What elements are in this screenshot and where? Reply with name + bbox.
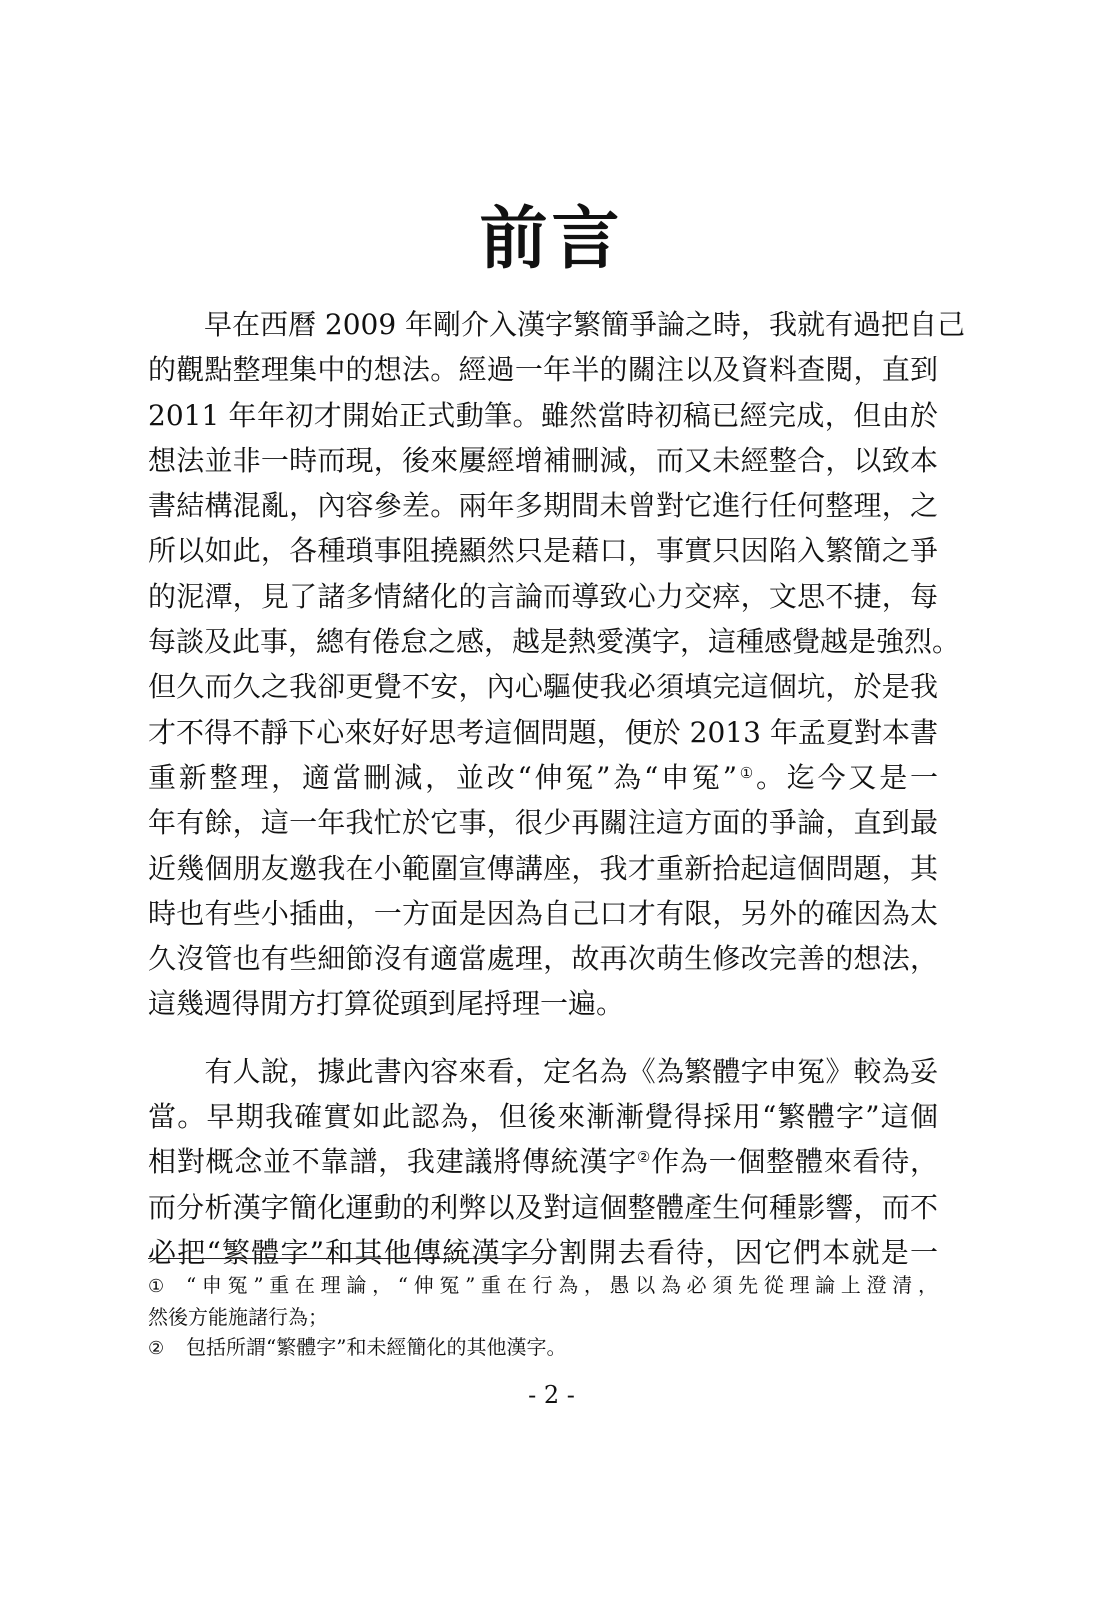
text-line: 想法並非一時而現，後來屢經增補刪減，而又未經整合，以致本	[148, 443, 938, 477]
text-segment: 相對概念並不靠譜，我建議將傳統漢字	[148, 1145, 637, 1179]
footnote-mark: ①	[148, 1276, 165, 1297]
text-line: 這幾週得閒方打算從頭到尾捋理一遍。	[148, 987, 625, 1021]
footnote-mark: ②	[148, 1338, 165, 1359]
text-line: 書結構混亂，內容參差。兩年多期間未曾對它進行任何整理，之	[148, 489, 938, 523]
text-line: 2011 年年初才開始正式動筆。雖然當時初稿已經完成，但由於	[148, 398, 938, 432]
text-line: 但久而久之我卻更覺不安，內心驅使我必須填完這個坑，於是我	[148, 670, 938, 704]
footnote-1	[148, 1270, 938, 1332]
text-line: 有人說，據此書內容來看，定名為《為繁體字申冤》較為妥	[148, 1054, 938, 1088]
footnote-line	[148, 1332, 938, 1364]
text-line	[148, 755, 938, 800]
text-line	[148, 1139, 938, 1184]
footnote-ref-1[interactable]: ①	[737, 763, 757, 782]
paragraph-gap	[148, 1027, 938, 1049]
text-segment: 作為一個整體來看待，	[651, 1145, 938, 1179]
footnote-text: 包括所謂“繁體字”和未經簡化的其他漢字。	[186, 1335, 567, 1359]
footnote-2	[148, 1332, 938, 1364]
text-line: 時也有些小插曲，一方面是因為自己口才有限，另外的確因為太	[148, 896, 938, 930]
footnote-line: 然後方能施諸行為；	[148, 1305, 328, 1329]
text-line: 而分析漢字簡化運動的利弊以及對這個整體產生何種影響，而不	[148, 1190, 938, 1224]
paragraph-1	[148, 302, 966, 1027]
body-text	[148, 302, 966, 1275]
paragraph-2	[148, 1049, 938, 1275]
text-line: 的觀點整理集中的想法。經過一年半的關注以及資料查閱，直到	[148, 353, 938, 387]
footnote-line	[148, 1270, 938, 1302]
text-segment: 重新整理，適當刪減，並改“伸冤”為“申冤”	[148, 760, 738, 794]
text-line: 早在西曆 2009 年剛介入漢字繁簡爭論之時，我就有過把自己	[148, 308, 966, 341]
footnotes	[148, 1270, 938, 1364]
text-line: 才不得不靜下心來好好思考這個問題，便於 2013 年孟夏對本書	[148, 715, 938, 749]
text-line: 當。早期我確實如此認為，但後來漸漸覺得採用“繁體字”這個	[148, 1100, 938, 1134]
page-title: 前言	[479, 200, 624, 279]
text-line: 所以如此，各種瑣事阻撓顯然只是藉口，事實只因陷入繁簡之爭	[148, 534, 938, 568]
text-line: 年有餘，這一年我忙於它事，很少再關注這方面的爭論，直到最	[148, 806, 938, 840]
text-line: 必把“繁體字”和其他傳統漢字分割開去看待，因它們本就是一	[148, 1235, 938, 1269]
text-segment: 。迄今又是一	[756, 760, 938, 794]
text-line: 近幾個朋友邀我在小範圍宣傳講座，我才重新拾起這個問題，其	[148, 851, 938, 885]
footnote-ref-2[interactable]: ②	[636, 1148, 652, 1167]
footnote-text: “申冤”重在理論，“伸冤”重在行為，愚以為必須先從理論上澄清，	[186, 1273, 938, 1297]
page-number: - 2 -	[528, 1381, 575, 1409]
text-line: 久沒管也有些細節沒有適當處理，故再次萌生修改完善的想法，	[148, 942, 938, 976]
text-line: 的泥潭，見了諸多情緒化的言論而導致心力交瘁，文思不捷，每	[148, 579, 938, 613]
footnote-separator	[148, 1258, 540, 1259]
text-line: 每談及此事，總有倦怠之感，越是熱愛漢字，這種感覺越是強烈。	[148, 625, 961, 659]
